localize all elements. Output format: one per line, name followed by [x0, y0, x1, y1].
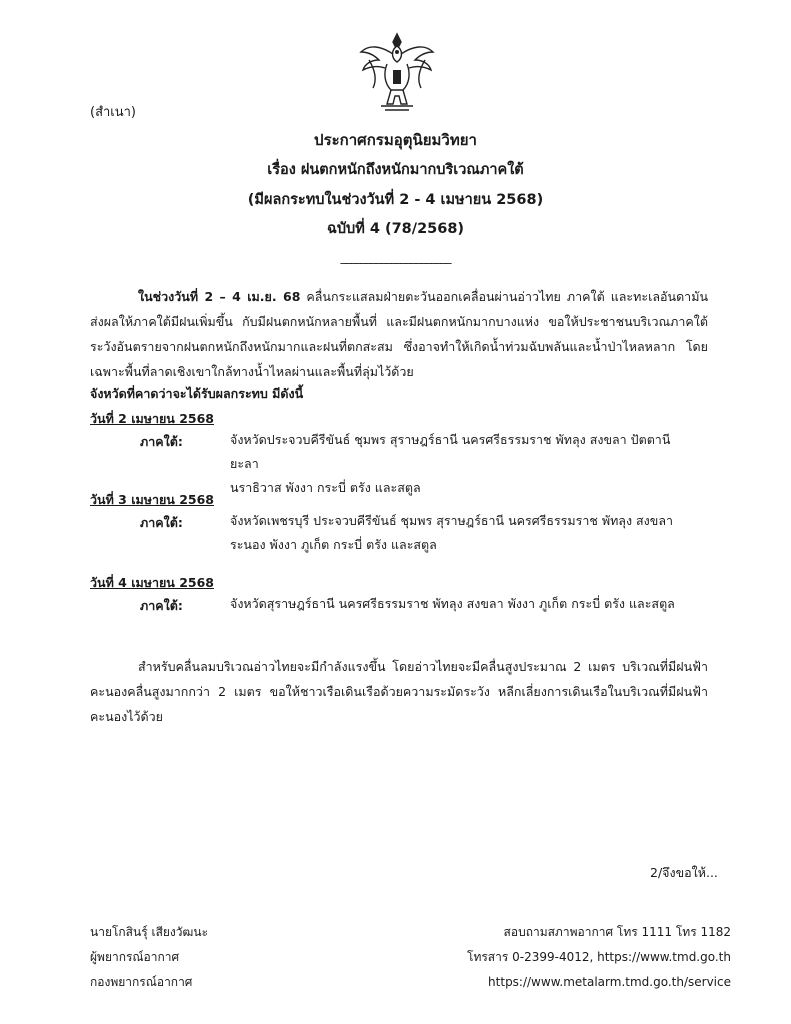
provinces-heading: จังหวัดที่คาดว่าจะได้รับผลกระทบ มีดังนี้: [90, 386, 304, 401]
day-2-date: วันที่ 3 เมษายน 2568: [90, 492, 214, 507]
copy-label: (สำเนา): [90, 105, 137, 120]
forecaster-role: ผู้พยากรณ์อากาศ: [90, 950, 180, 964]
day-2-provinces: [230, 509, 700, 557]
announcement-subject: เรื่อง ฝนตกหนักถึงหนักมากบริเวณภาคใต้: [267, 162, 524, 178]
contact-phone: สอบถามสภาพอากาศ โทร 1111 โทร 1182: [503, 925, 731, 939]
intro-paragraph: [90, 284, 708, 384]
footer-signatory: [90, 920, 208, 995]
footer-contact: [467, 920, 731, 995]
announcement-title: ประกาศกรมอุตุนิยมวิทยา: [314, 131, 477, 149]
announcement-issue: ฉบับที่ 4 (78/2568): [326, 221, 465, 237]
contact-fax: โทรสาร 0-2399-4012, https://www.tmd.go.th: [467, 950, 731, 964]
waves-paragraph: สำหรับคลื่นลมบริเวณอ่าวไทยจะมีกำลังแรงขึ้น โดยอ่าวไทยจะมีคลื่นสูงประมาณ 2 เมตร บริเวณที่มีฝนฟ้าคะนองคลื่นสูงมากกว่า 2 เมตร ขอให้ชาวเรือเดินเรือด้วยความระมัดระวัง หลีกเลี่ยงการเดินเรือในบริเวณที่มีฝนฟ้าคะนองไว้ด้วย: [90, 659, 708, 724]
day-2-region: ภาคใต้:: [140, 515, 183, 530]
garuda-emblem-icon: [357, 30, 437, 116]
forecaster-division: กองพยากรณ์อากาศ: [90, 975, 193, 989]
announcement-period: (มีผลกระทบในช่วงวันที่ 2 - 4 เมษายน 2568): [247, 192, 544, 208]
title-divider: ______________________: [340, 250, 451, 264]
forecaster-name: นายโกสินรุ์ เสียงวัฒนะ: [90, 925, 209, 939]
day-3-provinces-line1: จังหวัดสุราษฎร์ธานี นครศรีธรรมราช พัทลุง สงขลา พังงา ภูเก็ต กระบี่ ตรัง และสตูล: [230, 596, 675, 611]
day-2-provinces-line2: ระนอง พังงา ภูเก็ต กระบี่ ตรัง และสตูล: [230, 537, 437, 552]
page-continue: 2/จึงขอให้...: [650, 865, 718, 880]
intro-lead: ในช่วงวันที่ 2 – 4 เม.ย. 68: [138, 289, 301, 304]
day-2-provinces-line1: จังหวัดเพชรบุรี ประจวบคีรีขันธ์ ชุมพร สุราษฎร์ธานี นครศรีธรรมราช พัทลุง สงขลา: [230, 513, 673, 528]
contact-url[interactable]: https://www.metalarm.tmd.go.th/service: [488, 975, 731, 989]
day-1-provinces: [230, 428, 700, 500]
day-1-provinces-line2: นราธิวาส พังงา กระบี่ ตรัง และสตูล: [230, 480, 421, 495]
day-3-provinces: [230, 592, 700, 616]
day-1-region: ภาคใต้:: [140, 434, 183, 449]
day-1-provinces-line1: จังหวัดประจวบคีรีขันธ์ ชุมพร สุราษฎร์ธานี นครศรีธรรมราช พัทลุง สงขลา ปัตตานี ยะลา: [230, 432, 671, 471]
day-3-date: วันที่ 4 เมษายน 2568: [90, 575, 214, 590]
intro-text: คลื่นกระแสลมฝ่ายตะวันออกเคลื่อนผ่านอ่าวไทย ภาคใต้ และทะเลอันดามัน ส่งผลให้ภาคใต้มีฝนเพิ่มขึ้น กับมีฝนตกหนักหลายพื้นที่ และมีฝนตกหนักมากบางแห่ง ขอให้ประชาชนบริเวณภาคใต้ระวังอันตรายจากฝนตกหนักถึงหนักมากและฝนที่ตกสะสม ซึ่งอาจทำให้เกิดน้ำท่วมฉับพลันและน้ำป่าไหลหลาก โดยเฉพาะพื้นที่ลาดเชิงเขาใกล้ทางน้ำไหลผ่านและพื้นที่ลุ่มไว้ด้วย: [90, 289, 708, 379]
day-3-region: ภาคใต้:: [140, 598, 183, 613]
day-1-date: วันที่ 2 เมษายน 2568: [90, 411, 214, 426]
